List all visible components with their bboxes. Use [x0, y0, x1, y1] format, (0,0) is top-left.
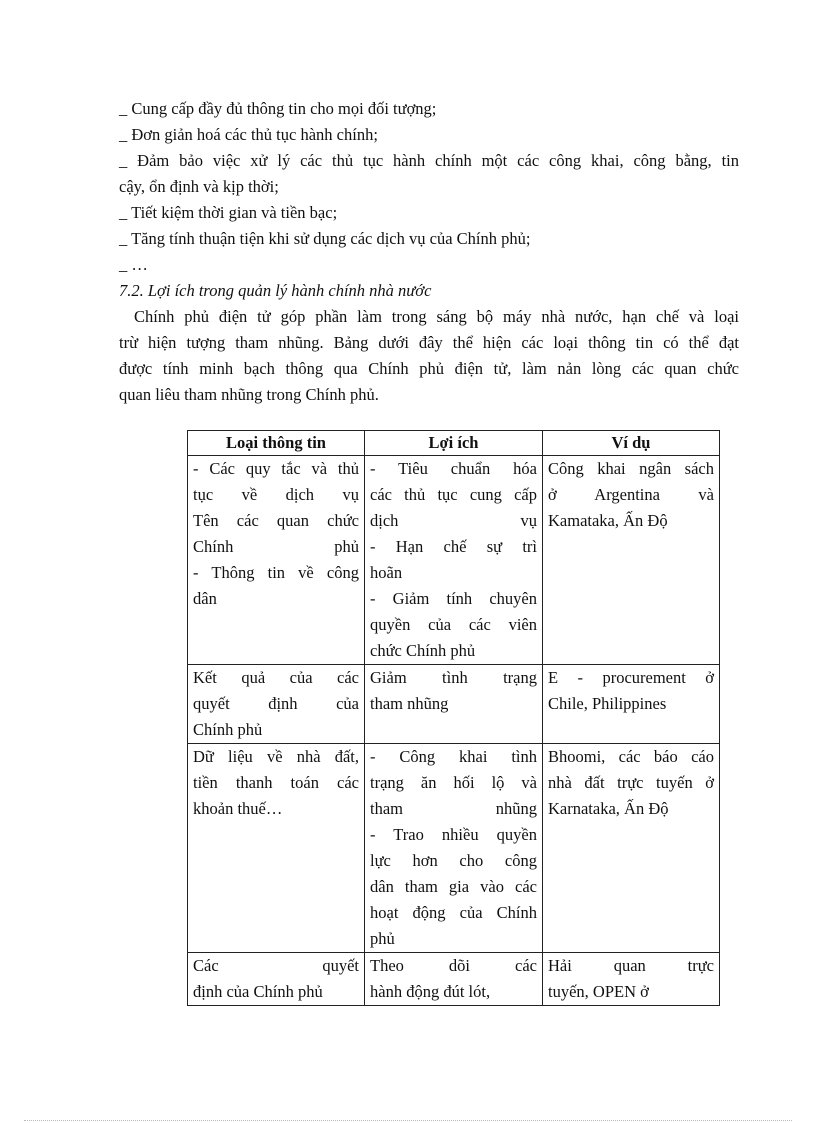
bullet-line: _ Đơn giản hoá các thủ tục hành chính; — [119, 125, 378, 144]
cell-text-line: Giảm tình trạng — [370, 668, 537, 687]
header-info-type: Loại thông tin — [188, 431, 365, 456]
cell-text-line: E - procurement ở — [548, 668, 714, 687]
page-bottom-rule — [24, 1120, 792, 1121]
cell-text-line: tục về dịch vụ — [193, 485, 359, 504]
cell-text-line: tham nhũng — [370, 799, 537, 818]
cell-text-line: Chile, Philippines — [548, 694, 667, 713]
cell-text-line: Kết quả của các — [193, 668, 359, 687]
paragraph-line: quan liêu tham nhũng trong Chính phủ. — [119, 385, 379, 404]
cell-text-line: Chính phủ — [193, 537, 359, 556]
header-benefit: Lợi ích — [365, 431, 543, 456]
cell-benefit — [365, 744, 543, 953]
cell-example — [543, 953, 720, 1006]
cell-text-line: Tên các quan chức — [193, 511, 359, 530]
cell-benefit — [365, 953, 543, 1006]
table-row — [188, 953, 720, 1006]
cell-example — [543, 744, 720, 953]
cell-text-line: các thủ tục cung cấp — [370, 485, 537, 504]
cell-text-line: dân — [193, 589, 217, 608]
cell-text-line: hành động đút lót, — [370, 982, 491, 1001]
cell-text-line: trạng ăn hối lộ và — [370, 773, 537, 792]
information-table — [187, 430, 720, 1006]
cell-text-line: dân tham gia vào các — [370, 877, 537, 896]
table-row — [188, 456, 720, 665]
cell-text-line: tiền thanh toán các — [193, 773, 359, 792]
cell-text-line: - Tiêu chuẩn hóa — [370, 459, 537, 478]
cell-text-line: Chính phủ — [193, 720, 263, 739]
cell-info-type — [188, 665, 365, 744]
cell-text-line: chức Chính phủ — [370, 641, 476, 660]
cell-text-line: Dữ liệu về nhà đất, — [193, 747, 359, 766]
cell-text-line: Hải quan trực — [548, 956, 714, 975]
paragraph-line: được tính minh bạch thông qua Chính phủ điện tử, làm nản lòng các quan chức — [119, 359, 739, 378]
cell-text-line: quyết định của — [193, 694, 359, 713]
cell-text-line: - Giảm tính chuyên — [370, 589, 537, 608]
cell-text-line: tham nhũng — [370, 694, 449, 713]
bullet-line: _ Đảm bảo việc xử lý các thủ tục hành chính một các công khai, công bằng, tin — [119, 151, 739, 170]
bullet-line: _ Cung cấp đầy đủ thông tin cho mọi đối tượng; — [119, 99, 437, 118]
cell-example — [543, 456, 720, 665]
table-row — [188, 665, 720, 744]
cell-text-line: Bhoomi, các báo cáo — [548, 747, 714, 766]
cell-benefit — [365, 665, 543, 744]
cell-info-type — [188, 744, 365, 953]
cell-text-line: - Trao nhiều quyền — [370, 825, 537, 844]
table-row — [188, 744, 720, 953]
cell-info-type — [188, 456, 365, 665]
section-heading: 7.2. Lợi ích trong quản lý hành chính nhà nước — [119, 281, 432, 300]
cell-info-type — [188, 953, 365, 1006]
cell-text-line: Karnataka, Ấn Độ — [548, 799, 669, 818]
table-body — [188, 456, 720, 1006]
cell-text-line: ở Argentina và — [548, 485, 714, 504]
cell-example — [543, 665, 720, 744]
cell-text-line: hoạt động của Chính — [370, 903, 537, 922]
cell-text-line: - Hạn chế sự trì — [370, 537, 537, 556]
cell-text-line: Các quyết — [193, 956, 359, 975]
cell-text-line: Kamataka, Ấn Độ — [548, 511, 668, 530]
cell-text-line: phủ — [370, 929, 395, 948]
cell-text-line: lực hơn cho công — [370, 851, 537, 870]
cell-text-line: hoãn — [370, 563, 403, 582]
cell-text-line: khoản thuế… — [193, 799, 283, 818]
bullet-line-continuation: cậy, ổn định và kịp thời; — [119, 177, 279, 196]
cell-text-line: Công khai ngân sách — [548, 459, 714, 478]
paragraph-line: Chính phủ điện tử góp phần làm trong sáng bộ máy nhà nước, hạn chế và loại — [134, 307, 739, 326]
cell-text-line: định của Chính phủ — [193, 982, 323, 1001]
header-example: Ví dụ — [543, 431, 720, 456]
cell-text-line: - Thông tin về công — [193, 563, 359, 582]
cell-text-line: - Các quy tắc và thủ — [193, 459, 359, 478]
cell-text-line: tuyến, OPEN ở — [548, 982, 649, 1001]
body-text — [119, 96, 739, 408]
bullet-line: _ … — [119, 255, 148, 274]
cell-text-line: nhà đất trực tuyến ở — [548, 773, 714, 792]
table-header-row — [188, 431, 720, 456]
cell-text-line: - Công khai tình — [370, 747, 537, 766]
paragraph-line: trừ hiện tượng tham nhũng. Bảng dưới đây thể hiện các loại thông tin có thể đạt — [119, 333, 739, 352]
cell-text-line: dịch vụ — [370, 511, 537, 530]
bullet-line: _ Tiết kiệm thời gian và tiền bạc; — [119, 203, 338, 222]
cell-text-line: Theo dõi các — [370, 956, 537, 975]
cell-text-line: quyền của các viên — [370, 615, 537, 634]
bullet-line: _ Tăng tính thuận tiện khi sử dụng các dịch vụ của Chính phủ; — [119, 229, 531, 248]
cell-benefit — [365, 456, 543, 665]
